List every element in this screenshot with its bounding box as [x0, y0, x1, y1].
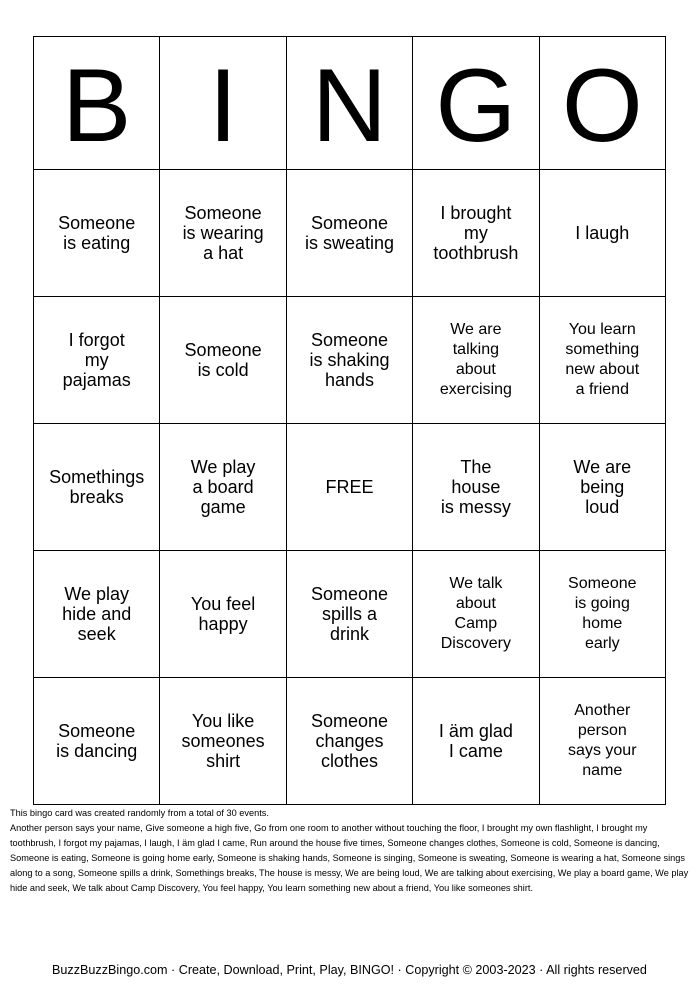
square-text: Someone is dancing [56, 721, 138, 761]
free-square [286, 424, 412, 551]
bingo-square [160, 170, 286, 297]
site-footer: BuzzBuzzBingo.com · Create, Download, Print, Play, BINGO! · Copyright © 2003-2023 · All rights reserved [52, 963, 647, 977]
square-text: Someone is wearing a hat [182, 203, 264, 263]
header-letter-n: N [286, 37, 412, 170]
header-letter-i: I [160, 37, 286, 170]
square-text: We are being loud [573, 457, 632, 517]
square-text: You learn something new about a friend [565, 321, 640, 398]
bingo-square [160, 297, 286, 424]
bingo-square [160, 424, 286, 551]
bingo-square [34, 297, 160, 424]
bingo-row [34, 170, 666, 297]
card-info-events: Another person says your name, Give someone a high five, Go from one room to another without touching the floor, I brought my own flashlight, I brought my toothbrush, I forgot my pajamas, I laugh, I äm glad I came, Run around the house five times, Someone changes clothes, Someone is cold, Someone is dancing, Someone is eating, Someone is going home early, Someone is shaking hands, Someone is singing, Someone is sweating, Someone is wearing a hat, Someone sings along to a song, Someone spills a drink, Somethings breaks, The house is messy, We are being loud, We are talking about exercising, We play a board game, We play hide and seek, We talk about Camp Discovery, You feel happy, You learn something new about a friend, You like someones shirt. [10, 823, 689, 893]
bingo-row [34, 678, 666, 805]
square-text: I äm glad I came [438, 721, 513, 761]
bingo-square [34, 170, 160, 297]
bingo-row [34, 424, 666, 551]
square-text: Someone is cold [184, 340, 262, 380]
bingo-square [539, 170, 665, 297]
square-text: We play hide and seek [62, 584, 132, 644]
bingo-square [413, 424, 539, 551]
bingo-square [413, 678, 539, 805]
bingo-row [34, 551, 666, 678]
square-text: Someone is shaking hands [309, 330, 390, 390]
bingo-square [34, 551, 160, 678]
bingo-row [34, 297, 666, 424]
square-text: Someone is sweating [304, 213, 394, 253]
bingo-card [33, 36, 666, 805]
bingo-square [539, 551, 665, 678]
square-text: I laugh [575, 223, 630, 243]
bingo-square [413, 551, 539, 678]
square-text: Someone spills a drink [310, 584, 388, 644]
header-letter-o: O [539, 37, 665, 170]
square-text: We are talking about exercising [439, 321, 512, 398]
bingo-square [286, 551, 412, 678]
square-text: I brought my toothbrush [433, 203, 519, 263]
header-letter-g: G [413, 37, 539, 170]
card-info [10, 806, 690, 896]
bingo-square [286, 297, 412, 424]
bingo-square [539, 297, 665, 424]
bingo-square [286, 170, 412, 297]
square-text: You like someones shirt [181, 711, 265, 771]
bingo-header-row [34, 37, 666, 170]
square-text: Someone is going home early [568, 575, 637, 652]
bingo-square [539, 424, 665, 551]
bingo-square [286, 678, 412, 805]
header-letter-b: B [34, 37, 160, 170]
bingo-square [160, 551, 286, 678]
bingo-square [539, 678, 665, 805]
bingo-square [413, 297, 539, 424]
bingo-square [34, 424, 160, 551]
square-text: Another person says your name [568, 702, 637, 779]
square-text: Someone is eating [58, 213, 136, 253]
square-text: FREE [325, 477, 374, 497]
square-text: You feel happy [190, 594, 256, 634]
card-info-summary: This bingo card was created randomly from a total of 30 events. [10, 808, 269, 818]
square-text: Someone changes clothes [310, 711, 388, 771]
bingo-square [34, 678, 160, 805]
bingo-square [160, 678, 286, 805]
bingo-square [413, 170, 539, 297]
square-text: The house is messy [440, 457, 511, 517]
square-text: Somethings breaks [49, 467, 145, 507]
square-text: We play a board game [190, 457, 256, 517]
square-text: I forgot my pajamas [62, 330, 131, 390]
square-text: We talk about Camp Discovery [440, 575, 511, 652]
